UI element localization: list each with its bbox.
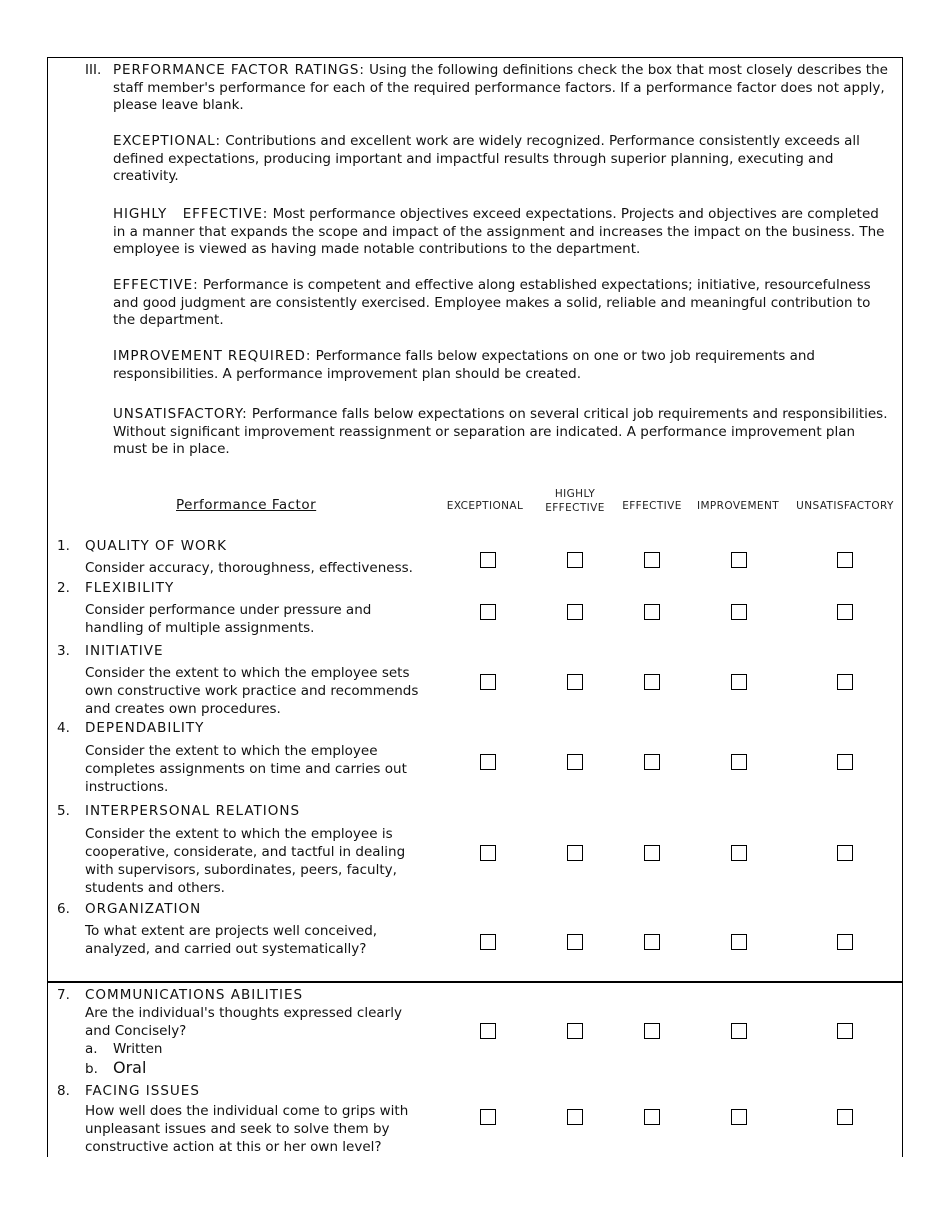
factor-description: Consider accuracy, thoroughness, effectiveness.	[85, 560, 413, 576]
factor-description: Consider the extent to which the employee is cooperative, considerate, and tactful in dealing with supervisors, subordinates, peers, faculty, students and others.	[85, 826, 406, 896]
checkbox-factor-7-improvement[interactable]	[731, 1023, 747, 1039]
definition-term: IMPROVEMENT REQUIRED:	[113, 348, 312, 364]
factor-name: INITIATIVE	[85, 643, 164, 659]
checkbox-factor-6-effective[interactable]	[644, 934, 660, 950]
checkbox-factor-2-exceptional[interactable]	[480, 604, 496, 620]
checkbox-factor-5-improvement[interactable]	[731, 845, 747, 861]
checkbox-factor-3-exceptional[interactable]	[480, 674, 496, 690]
checkbox-factor-3-effective[interactable]	[644, 674, 660, 690]
checkbox-factor-6-exceptional[interactable]	[480, 934, 496, 950]
factor-name: DEPENDABILITY	[85, 720, 205, 736]
column-header-improvement: IMPROVEMENT	[696, 500, 780, 512]
checkbox-factor-4-highly-effective[interactable]	[567, 754, 583, 770]
definition-text: Most performance objectives exceed expectations. Projects and objectives are completed in a manner that expands the scope and impact of the assignment and increases the impact on the business. The employee is viewed as having made notable contributions to the department.	[113, 206, 885, 257]
factor-description: To what extent are projects well conceived, analyzed, and carried out systematically?	[85, 923, 378, 957]
checkbox-factor-5-highly-effective[interactable]	[567, 845, 583, 861]
factor-name: FACING ISSUES	[85, 1083, 200, 1099]
factor-number: 5.	[57, 803, 70, 819]
checkbox-factor-3-highly-effective[interactable]	[567, 674, 583, 690]
definition-effective	[113, 277, 893, 330]
checkbox-factor-1-exceptional[interactable]	[480, 552, 496, 568]
sub-item-oral: Oral	[113, 1058, 147, 1077]
checkbox-factor-6-unsatisfactory[interactable]	[837, 934, 853, 950]
checkbox-factor-7-effective[interactable]	[644, 1023, 660, 1039]
factor-description: Consider the extent to which the employee sets own constructive work practice and recommends and creates own procedures.	[85, 665, 419, 717]
definition-term: UNSATISFACTORY:	[113, 406, 248, 422]
section-number: III.	[85, 62, 102, 78]
factor-name: COMMUNICATIONS ABILITIES	[85, 987, 304, 1003]
checkbox-factor-1-improvement[interactable]	[731, 552, 747, 568]
checkbox-factor-1-highly-effective[interactable]	[567, 552, 583, 568]
checkbox-factor-4-unsatisfactory[interactable]	[837, 754, 853, 770]
checkbox-factor-2-improvement[interactable]	[731, 604, 747, 620]
definition-highly-effective	[113, 206, 893, 259]
form-border-right	[902, 57, 903, 1157]
sub-item-written: Written	[113, 1041, 163, 1057]
definition-improvement-required	[113, 348, 893, 383]
factor-name: INTERPERSONAL RELATIONS	[85, 803, 301, 819]
factor-number: 8.	[57, 1083, 70, 1099]
definition-text: Contributions and excellent work are widely recognized. Performance consistently exceeds all defined expectations, producing important and impactful results through superior planning, executing and creativity.	[113, 133, 860, 184]
factor-number: 1.	[57, 538, 70, 554]
factor-name: FLEXIBILITY	[85, 580, 175, 596]
factor-number: 2.	[57, 580, 70, 596]
intro-paragraph	[113, 62, 893, 115]
column-header-line: EFFECTIVE	[545, 502, 605, 514]
column-header-exceptional: EXCEPTIONAL	[446, 500, 524, 512]
factor-description: Consider performance under pressure and handling of multiple assignments.	[85, 602, 372, 636]
section-divider	[47, 981, 903, 983]
definition-unsatisfactory	[113, 406, 893, 459]
intro-heading: PERFORMANCE FACTOR RATINGS:	[113, 62, 365, 78]
definition-exceptional	[113, 133, 893, 186]
checkbox-factor-3-unsatisfactory[interactable]	[837, 674, 853, 690]
factor-name: ORGANIZATION	[85, 901, 202, 917]
checkbox-factor-2-unsatisfactory[interactable]	[837, 604, 853, 620]
definition-term: EXCEPTIONAL:	[113, 133, 221, 149]
column-header-line: HIGHLY	[554, 488, 596, 500]
definition-term: HIGHLY EFFECTIVE:	[113, 206, 269, 222]
form-border-left	[47, 57, 48, 1157]
definition-text: Performance falls below expectations on one or two job requirements and responsibilities. A performance improvement plan should be created.	[113, 348, 815, 382]
checkbox-factor-8-highly-effective[interactable]	[567, 1109, 583, 1125]
checkbox-factor-7-exceptional[interactable]	[480, 1023, 496, 1039]
factor-description: How well does the individual come to grips with unpleasant issues and seek to solve them by constructive action at this or her own level?	[85, 1103, 409, 1155]
checkbox-factor-7-highly-effective[interactable]	[567, 1023, 583, 1039]
column-header-unsatisfactory: UNSATISFACTORY	[796, 500, 894, 512]
checkbox-factor-3-improvement[interactable]	[731, 674, 747, 690]
performance-factor-header: Performance Factor	[176, 497, 317, 513]
checkbox-factor-2-highly-effective[interactable]	[567, 604, 583, 620]
checkbox-factor-8-improvement[interactable]	[731, 1109, 747, 1125]
checkbox-factor-5-unsatisfactory[interactable]	[837, 845, 853, 861]
factor-description: Are the individual's thoughts expressed clearly and Concisely?	[85, 1005, 402, 1039]
definition-text: Performance falls below expectations on several critical job requirements and responsibilities. Without significant improvement reassignment or separation are indicated. A performance improvement plan must be in place.	[113, 406, 888, 457]
checkbox-factor-1-unsatisfactory[interactable]	[837, 552, 853, 568]
checkbox-factor-8-effective[interactable]	[644, 1109, 660, 1125]
sub-item-label: b.	[85, 1061, 98, 1077]
definition-text: Performance is competent and effective along established expectations; initiative, resourcefulness and good judgment are consistently exercised. Employee makes a solid, reliable and meaningful contribution to the department.	[113, 277, 871, 328]
checkbox-factor-8-exceptional[interactable]	[480, 1109, 496, 1125]
checkbox-factor-6-highly-effective[interactable]	[567, 934, 583, 950]
checkbox-factor-2-effective[interactable]	[644, 604, 660, 620]
checkbox-factor-1-effective[interactable]	[644, 552, 660, 568]
form-border-top	[47, 57, 903, 58]
checkbox-factor-7-unsatisfactory[interactable]	[837, 1023, 853, 1039]
factor-number: 7.	[57, 987, 70, 1003]
checkbox-factor-4-improvement[interactable]	[731, 754, 747, 770]
checkbox-factor-4-exceptional[interactable]	[480, 754, 496, 770]
definition-term: EFFECTIVE:	[113, 277, 199, 293]
factor-number: 6.	[57, 901, 70, 917]
factor-number: 3.	[57, 643, 70, 659]
factor-number: 4.	[57, 720, 70, 736]
intro-text: Using the following definitions check the box that most closely describes the staff member's performance for each of the required performance factors. If a performance factor does not apply, please leave blank.	[113, 62, 888, 113]
checkbox-factor-8-unsatisfactory[interactable]	[837, 1109, 853, 1125]
sub-item-label: a.	[85, 1041, 98, 1057]
checkbox-factor-5-effective[interactable]	[644, 845, 660, 861]
checkbox-factor-4-effective[interactable]	[644, 754, 660, 770]
column-header-effective: EFFECTIVE	[622, 500, 682, 512]
checkbox-factor-6-improvement[interactable]	[731, 934, 747, 950]
factor-name: QUALITY OF WORK	[85, 538, 227, 554]
checkbox-factor-5-exceptional[interactable]	[480, 845, 496, 861]
factor-description: Consider the extent to which the employee completes assignments on time and carries out instructions.	[85, 743, 407, 795]
